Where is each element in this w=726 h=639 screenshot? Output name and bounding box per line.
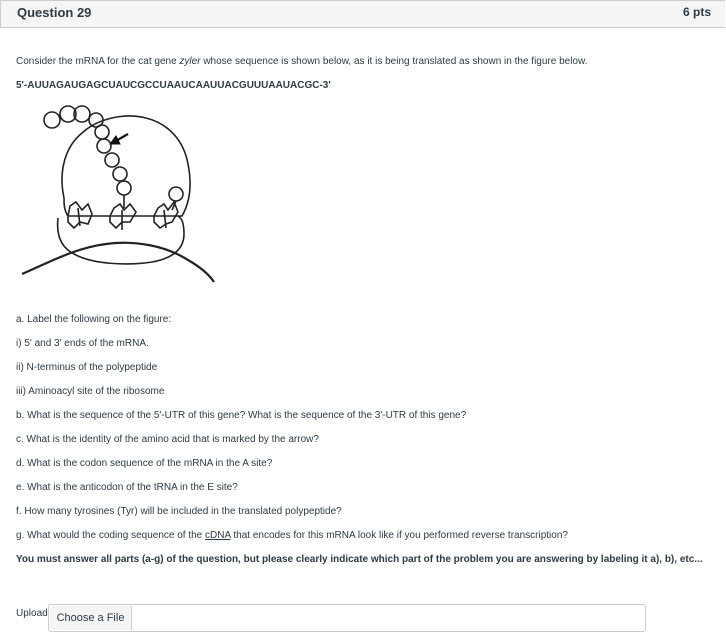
upload-label: Upload [16,608,48,619]
question-item-a-ii: ii) N-terminus of the polypeptide [16,362,158,373]
intro-text: Consider the mRNA for the cat gene zyler whose sequence is shown below, as it is being translated as shown in the figure below. [16,56,588,67]
large-subunit [62,116,190,216]
arrow-marker [110,134,128,144]
question-points: 6 pts [682,5,711,19]
question-item-e: e. What is the anticodon of the tRNA in the E site? [16,482,238,493]
instruction-note: You must answer all parts (a-g) of the question, but please clearly indicate which part of the problem you are answering by labeling it a), b), etc... [16,554,703,565]
question-item-f: f. How many tyrosines (Tyr) will be included in the translated polypeptide? [16,506,342,517]
question-item-d: d. What is the codon sequence of the mRNA in the A site? [16,458,273,469]
cdna-term: cDNA [205,530,231,541]
question-item-c: c. What is the identity of the amino acid that is marked by the arrow? [16,434,319,445]
question-title: Question 29 [17,5,92,20]
mrna-sequence: 5'-AUUAGAUGAGCUAUCGCCUAAUCAAUUACGUUUAAUACGC-3' [16,80,331,91]
ribosome-diagram [16,98,226,298]
question-item-g: g. What would the coding sequence of the cDNA that encodes for this mRNA look like if you performed reverse transcription? [16,530,568,541]
mrna-strand [22,243,214,282]
question-item-a: a. Label the following on the figure: [16,314,172,325]
gene-name: zyler [179,56,201,67]
question-item-a-iii: iii) Aminoacyl site of the ribosome [16,386,165,397]
ribosome-figure [16,98,226,303]
choose-file-button[interactable]: Choose a File [50,606,132,630]
question-item-b: b. What is the sequence of the 5'-UTR of this gene? What is the sequence of the 3'-UTR of this gene? [16,410,467,421]
file-upload-field[interactable] [48,604,646,632]
question-item-a-i: i) 5' and 3' ends of the mRNA. [16,338,149,349]
question-header [0,0,725,28]
